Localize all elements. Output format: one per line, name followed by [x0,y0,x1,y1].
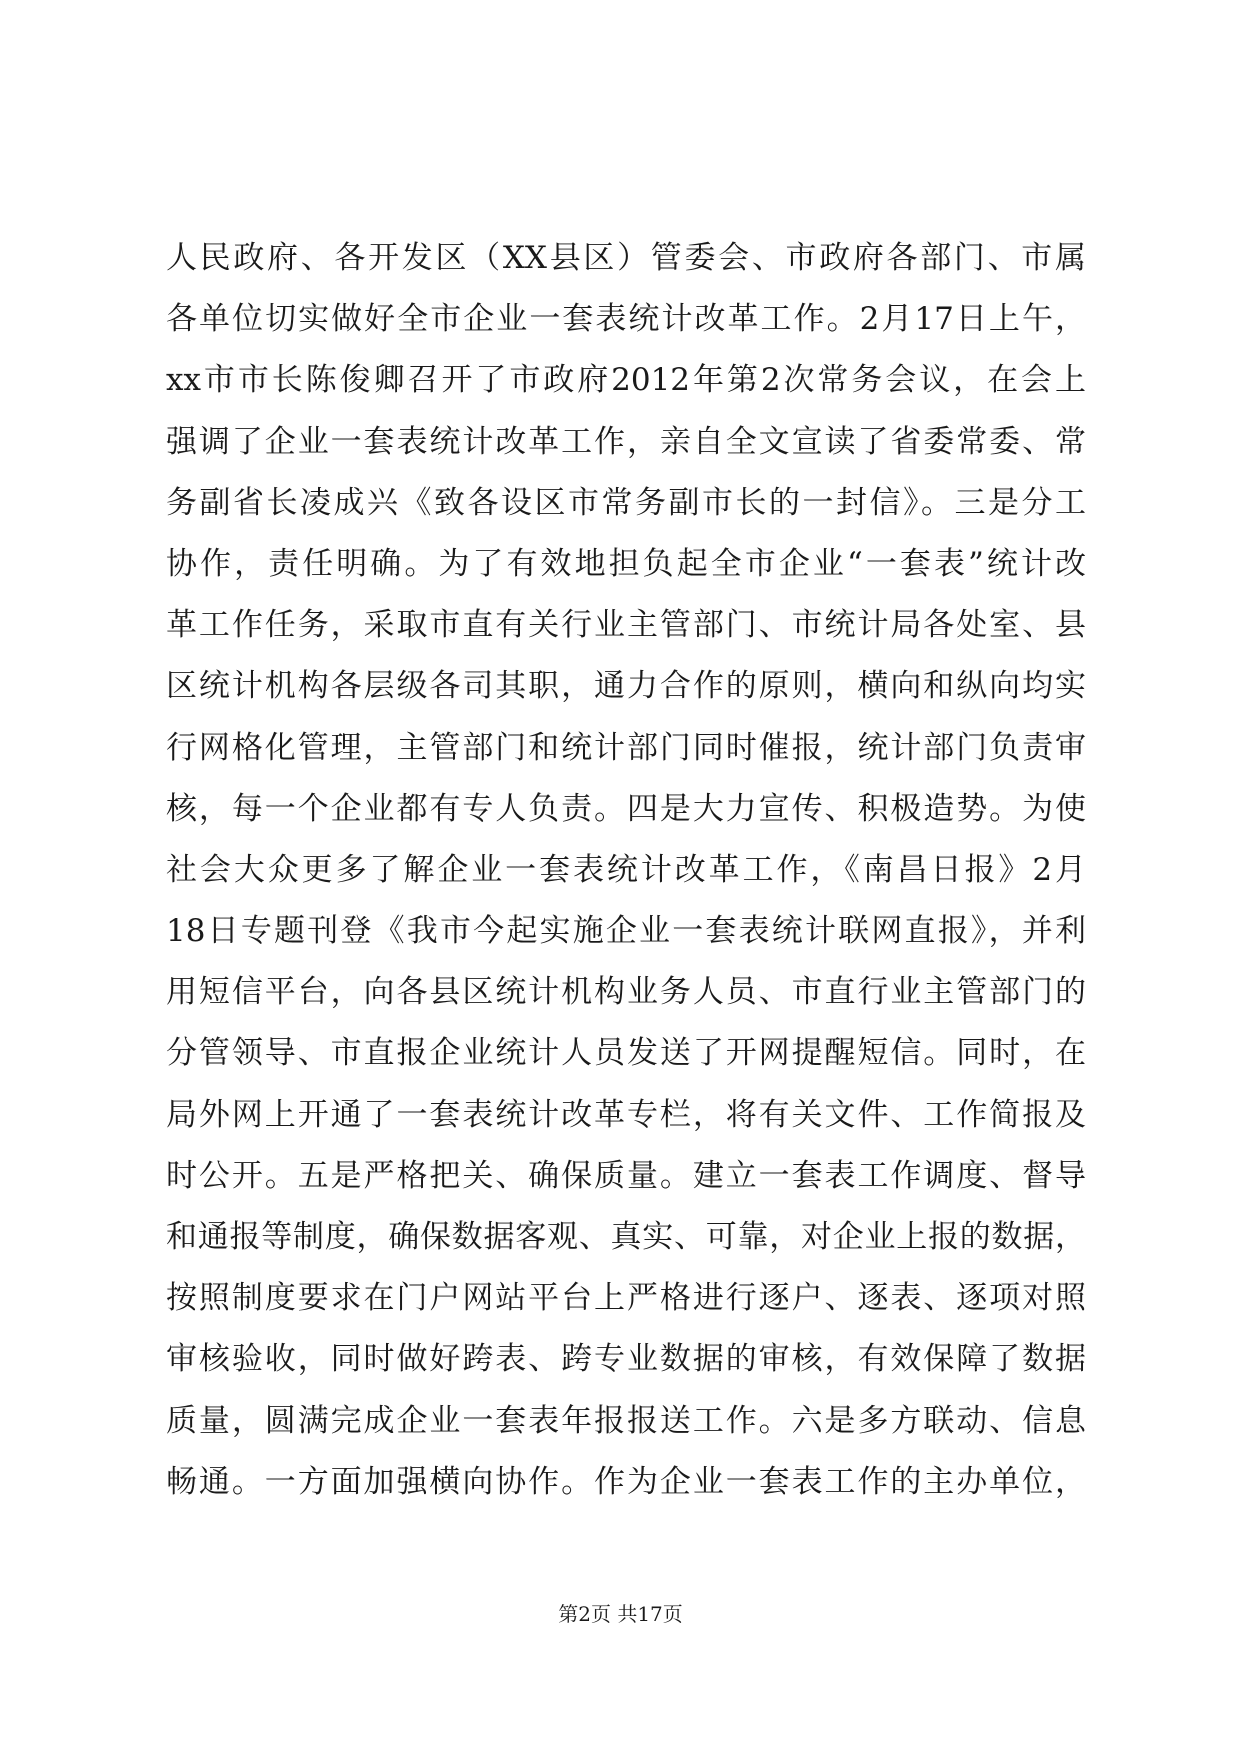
text-line: 各单位切实做好全市企业一套表统计改革工作。2月17日上午， [166,301,1086,338]
text-line: 时公开。五是严格把关、确保质量。建立一套表工作调度、督导 [166,1157,1086,1194]
text-line: 分管领导、市直报企业统计人员发送了开网提醒短信。同时，在 [166,1035,1086,1072]
text-line: 行网格化管理，主管部门和统计部门同时催报，统计部门负责审 [166,729,1086,766]
text-line: 革工作任务，采取市直有关行业主管部门、市统计局各处室、县 [166,607,1086,644]
text-line: 按照制度要求在门户网站平台上严格进行逐户、逐表、逐项对照 [166,1280,1086,1317]
page-footer: 第2页 共17页 [558,1602,683,1626]
text-line: 和通报等制度，确保数据客观、真实、可靠，对企业上报的数据， [166,1219,1086,1255]
text-line: 畅通。一方面加强横向协作。作为企业一套表工作的主办单位， [166,1463,1086,1500]
text-line: 18日专题刊登《我市今起实施企业一套表统计联网直报》，并利 [166,913,1086,950]
text-line: 务副省长凌成兴《致各设区市常务副市长的一封信》。三是分工 [166,484,1086,521]
text-line: 协作，责任明确。为了有效地担负起全市企业“一套表”统计改 [166,545,1086,582]
text-line: 局外网上开通了一套表统计改革专栏，将有关文件、工作简报及 [166,1096,1086,1133]
text-line: xx市市长陈俊卿召开了市政府2012年第2次常务会议，在会上 [166,362,1086,399]
body-text [166,228,1086,1513]
text-line: 核，每一个企业都有专人负责。四是大力宣传、积极造势。为使 [166,790,1086,827]
text-line: 人民政府、各开发区（XX县区）管委会、市政府各部门、市属 [166,240,1086,276]
text-line: 审核验收，同时做好跨表、跨专业数据的审核，有效保障了数据 [166,1341,1086,1378]
text-line: 质量，圆满完成企业一套表年报报送工作。六是多方联动、信息 [166,1402,1086,1439]
text-line: 社会大众更多了解企业一套表统计改革工作，《南昌日报》2月 [166,851,1086,888]
text-line: 用短信平台，向各县区统计机构业务人员、市直行业主管部门的 [166,974,1086,1011]
text-line: 强调了企业一套表统计改革工作，亲自全文宣读了省委常委、常 [166,423,1086,460]
text-line: 区统计机构各层级各司其职，通力合作的原则，横向和纵向均实 [166,668,1086,705]
